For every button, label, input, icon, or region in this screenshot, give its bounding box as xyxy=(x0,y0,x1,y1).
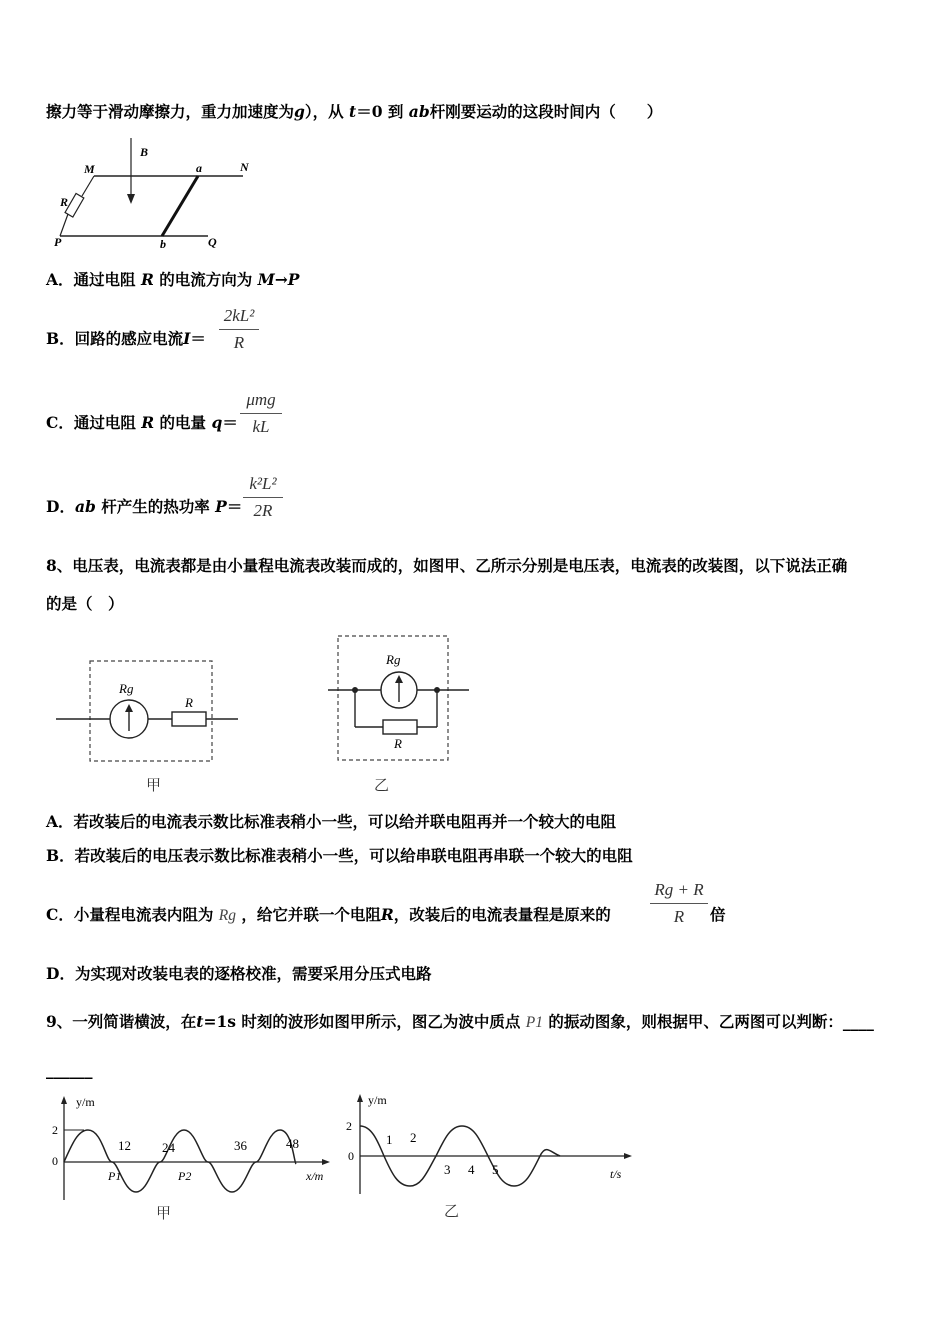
q7-option-b-eq: ＝ xyxy=(190,329,206,348)
label-b: b xyxy=(160,237,166,251)
label-rg: Rg xyxy=(386,652,401,667)
q7-option-d-var: ab xyxy=(74,497,96,516)
q7-option-c-eq: ＝ xyxy=(222,413,238,432)
q8-option-c-suffix: 倍 xyxy=(710,905,726,924)
rod-ab xyxy=(162,176,198,236)
q7-option-a-label: A．通过电阻 xyxy=(46,270,136,289)
x-tick: 36 xyxy=(234,1138,247,1153)
label-N: N xyxy=(240,160,249,174)
q8-option-c-rest-a: ，给它并联一个电阻 xyxy=(241,905,381,924)
label-Q: Q xyxy=(208,235,217,249)
q7-option-d-rest: 杆产生的热功率 xyxy=(101,497,210,516)
q7-stem-ab: ab xyxy=(408,102,430,121)
fraction-denominator: kL xyxy=(252,417,270,436)
caption-jia: 甲 xyxy=(146,776,162,794)
caption-yi: 乙 xyxy=(374,776,390,794)
q7-option-d-eq: ＝ xyxy=(226,497,243,516)
q9-stem-line2: ______ xyxy=(46,1060,93,1079)
vibration-graph-yi xyxy=(340,1090,636,1196)
fraction-denominator: R xyxy=(233,333,245,352)
y-tick: 2 xyxy=(52,1123,58,1137)
q7-stem-part-a: 擦力等于滑动摩擦力，重力加速度为 xyxy=(46,102,295,121)
q8-option-b[interactable]: B．若改装后的电压表示数比标准表稍小一些，可以给串联电阻再串联一个较大的电阻 xyxy=(46,846,633,865)
q7-option-d-var2: P xyxy=(215,497,227,516)
t-tick: 5 xyxy=(492,1162,499,1177)
caption-graph-jia: 甲 xyxy=(156,1204,172,1222)
q9-stem-a: 9、一列简谐横波，在 xyxy=(46,1012,197,1031)
label-P: P xyxy=(54,235,62,249)
y-tick: 2 xyxy=(346,1119,352,1133)
q9-stem-line1 xyxy=(46,1014,874,1031)
q7-option-b-label: B．回路的感应电流 xyxy=(46,329,184,348)
fraction-numerator: μmg xyxy=(246,390,276,409)
t-tick: 3 xyxy=(444,1162,451,1177)
label-R: R xyxy=(60,195,69,209)
q7-rail-diagram xyxy=(48,132,258,254)
q7-option-c-var2: q xyxy=(211,413,223,432)
q7-option-a[interactable] xyxy=(46,272,299,288)
t-axis-label: t/s xyxy=(610,1167,622,1181)
x-tick: 48 xyxy=(286,1136,299,1151)
q9-stem-b: =1s 时刻的波形如图甲所示，图乙为波中质点 xyxy=(203,1012,521,1031)
q8-option-c-var: R xyxy=(380,905,394,924)
q8-stem-line1: 8、电压表，电流表都是由小量程电流表改装而成的，如图甲、乙所示分别是电压表，电流表的改装图，以下说法正确 xyxy=(46,556,848,575)
q7-option-d-prefix: D． xyxy=(46,497,75,516)
wave-graph-jia xyxy=(42,1092,342,1214)
q7-stem-part-c: 杆刚要运动的这段时间内（ ） xyxy=(429,102,663,121)
q7-option-b-var: I xyxy=(183,329,191,348)
q8-stem-line2: 的是（ ） xyxy=(46,594,124,613)
fraction-numerator: k²L² xyxy=(249,474,277,493)
q9-stem-c: 的振动图象，则根据甲、乙两图可以判断：____ xyxy=(548,1012,874,1031)
q7-option-c-label: C．通过电阻 xyxy=(46,413,136,432)
resistor-r xyxy=(383,720,417,734)
y-tick: 0 xyxy=(348,1149,354,1163)
x-tick: 12 xyxy=(118,1138,131,1153)
circuit-diagram-yi xyxy=(326,632,472,764)
label-rg: Rg xyxy=(119,681,134,696)
point-p1: P1 xyxy=(108,1169,122,1183)
q7-stem-line xyxy=(46,104,662,120)
q7-option-a-var: R xyxy=(140,270,154,289)
q8-option-c-rg: Rg xyxy=(218,907,236,924)
label-r: R xyxy=(394,736,402,751)
q7-option-b-fraction xyxy=(219,306,259,353)
t-tick: 1 xyxy=(386,1132,393,1147)
q7-option-c-fraction xyxy=(240,390,282,437)
q8-option-c[interactable] xyxy=(46,907,611,924)
q7-option-c-rest: 的电量 xyxy=(159,413,207,432)
q7-stem-t: t xyxy=(349,102,357,121)
q8-option-c-label: C．小量程电流表内阻为 xyxy=(46,905,214,924)
q7-stem-part-b: ），从 xyxy=(304,102,344,121)
y-tick: 0 xyxy=(52,1154,58,1168)
y-axis-label: y/m xyxy=(368,1093,387,1107)
label-a: a xyxy=(196,161,202,175)
q7-option-c[interactable] xyxy=(46,415,238,431)
fraction-denominator: R xyxy=(673,907,685,926)
caption-graph-yi: 乙 xyxy=(444,1202,460,1220)
q8-option-c-rest-b: ，改装后的电流表量程是原来的 xyxy=(393,905,611,924)
q7-stem-eq0: ＝0 到 xyxy=(356,102,404,121)
point-p2: P2 xyxy=(178,1169,192,1183)
x-axis-label: x/m xyxy=(306,1169,324,1183)
t-tick: 2 xyxy=(410,1130,417,1145)
circuit-diagram-jia xyxy=(56,655,242,767)
q7-option-b[interactable] xyxy=(46,331,206,347)
label-B: B xyxy=(140,145,149,159)
q7-option-d-fraction xyxy=(243,474,283,521)
q9-stem-t: t xyxy=(196,1012,204,1031)
q9-stem-p1: P1 xyxy=(525,1014,543,1031)
t-tick: 4 xyxy=(468,1162,475,1177)
label-M: M xyxy=(84,162,95,176)
q7-option-a-dir: M→P xyxy=(257,270,300,289)
y-axis-label: y/m xyxy=(76,1095,95,1109)
resistor-r xyxy=(172,712,206,726)
q8-option-a[interactable]: A．若改装后的电流表示数比标准表稍小一些，可以给并联电阻再并一个较大的电阻 xyxy=(46,812,617,831)
fraction-denominator: 2R xyxy=(253,501,273,520)
x-tick: 24 xyxy=(162,1140,175,1155)
q7-stem-g: g xyxy=(294,102,305,121)
q7-option-a-rest: 的电流方向为 xyxy=(159,270,253,289)
q8-option-d[interactable]: D．为实现对改装电表的逐格校准，需要采用分压式电路 xyxy=(46,964,432,983)
fraction-numerator: Rg + R xyxy=(654,880,704,899)
label-r: R xyxy=(185,695,193,710)
q8-option-c-fraction xyxy=(650,880,708,927)
q7-option-c-var: R xyxy=(141,413,155,432)
q7-option-d[interactable] xyxy=(46,499,242,515)
fraction-numerator: 2kL² xyxy=(223,306,255,325)
